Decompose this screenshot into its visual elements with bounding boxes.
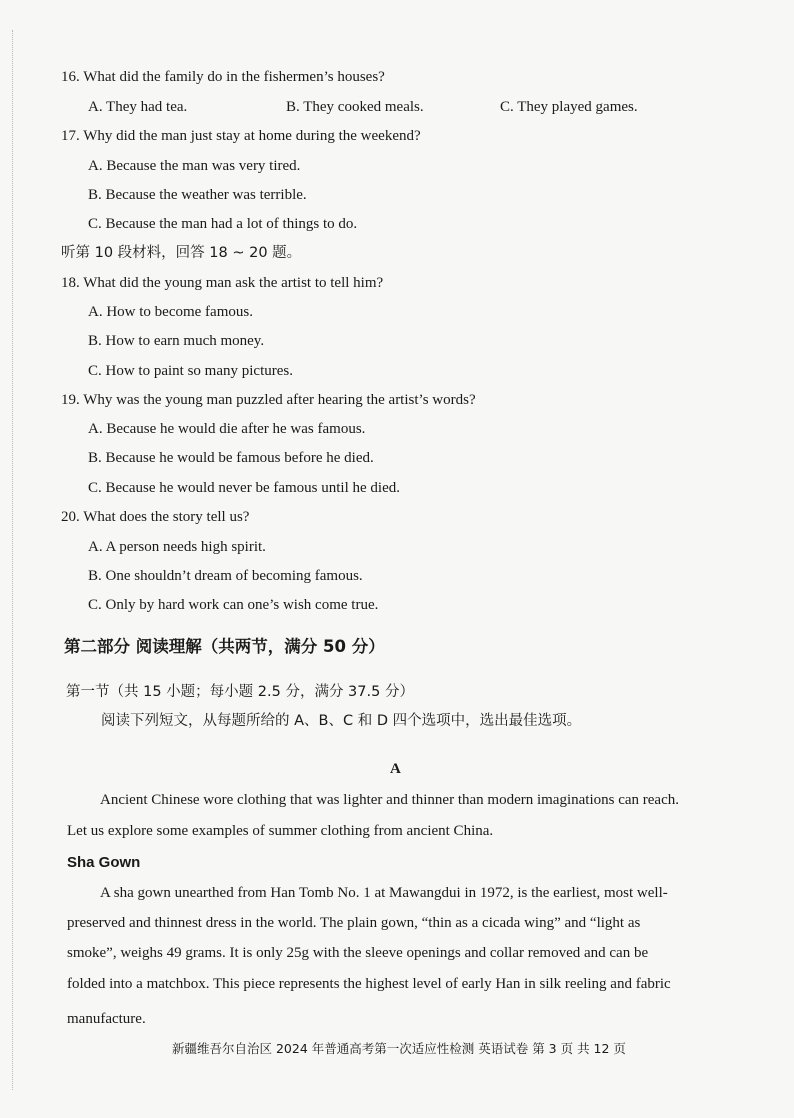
section-one-heading: 第一节（共 15 小题；每小题 2.5 分，满分 37.5 分） bbox=[66, 684, 414, 700]
q19-option-b: B. Because he would be famous before he died. bbox=[88, 450, 374, 466]
q20-option-a: A. A person needs high spirit. bbox=[88, 539, 266, 555]
passage-body-line: preserved and thinnest dress in the world. The plain gown, “thin as a cicada wing” and “light as bbox=[67, 915, 641, 931]
material-10-instruction: 听第 10 段材料，回答 18 ~ 20 题。 bbox=[61, 245, 302, 261]
question-18: 18. What did the young man ask the artist to tell him? bbox=[61, 275, 384, 291]
q20-option-c: C. Only by hard work can one’s wish come true. bbox=[88, 597, 379, 613]
q19-option-a: A. Because he would die after he was famous. bbox=[88, 421, 366, 437]
part-two-heading: 第二部分 阅读理解（共两节，满分 50 分） bbox=[64, 637, 385, 656]
passage-subheading: Sha Gown bbox=[67, 854, 141, 871]
q18-option-c: C. How to paint so many pictures. bbox=[88, 363, 293, 379]
q17-option-c: C. Because the man had a lot of things to do. bbox=[88, 216, 358, 232]
q17-option-b: B. Because the weather was terrible. bbox=[88, 187, 307, 203]
reading-instruction: 阅读下列短文，从每题所给的 A、B、C 和 D 四个选项中，选出最佳选项。 bbox=[101, 713, 582, 729]
q19-option-c: C. Because he would never be famous until he died. bbox=[88, 480, 400, 496]
question-17: 17. Why did the man just stay at home during the weekend? bbox=[61, 128, 421, 144]
q20-option-b: B. One shouldn’t dream of becoming famous. bbox=[88, 568, 363, 584]
passage-body-line: smoke”, weighs 49 grams. It is only 25g with the sleeve openings and collar removed and can be bbox=[67, 945, 649, 961]
q16-option-c: C. They played games. bbox=[500, 99, 638, 115]
question-20: 20. What does the story tell us? bbox=[61, 509, 250, 525]
passage-intro-line: Ancient Chinese wore clothing that was lighter and thinner than modern imaginations can reach. bbox=[100, 792, 679, 808]
binding-margin-dots bbox=[12, 30, 16, 1090]
passage-body-line: folded into a matchbox. This piece represents the highest level of early Han in silk reeling and fabric bbox=[67, 976, 671, 992]
q16-option-b: B. They cooked meals. bbox=[286, 99, 424, 115]
q16-option-a: A. They had tea. bbox=[88, 99, 188, 115]
passage-body-line: A sha gown unearthed from Han Tomb No. 1 at Mawangdui in 1972, is the earliest, most well- bbox=[100, 885, 668, 901]
q17-option-a: A. Because the man was very tired. bbox=[88, 158, 301, 174]
passage-label: A bbox=[390, 761, 401, 777]
question-16: 16. What did the family do in the fishermen’s houses? bbox=[61, 69, 385, 85]
question-19: 19. Why was the young man puzzled after hearing the artist’s words? bbox=[61, 392, 476, 408]
q18-option-b: B. How to earn much money. bbox=[88, 333, 265, 349]
q18-option-a: A. How to become famous. bbox=[88, 304, 253, 320]
passage-intro-line: Let us explore some examples of summer clothing from ancient China. bbox=[67, 823, 494, 839]
page-footer: 新疆维吾尔自治区 2024 年普通高考第一次适应性检测 英语试卷 第 3 页 共 12 页 bbox=[172, 1041, 626, 1056]
passage-body-line: manufacture. bbox=[67, 1011, 146, 1027]
